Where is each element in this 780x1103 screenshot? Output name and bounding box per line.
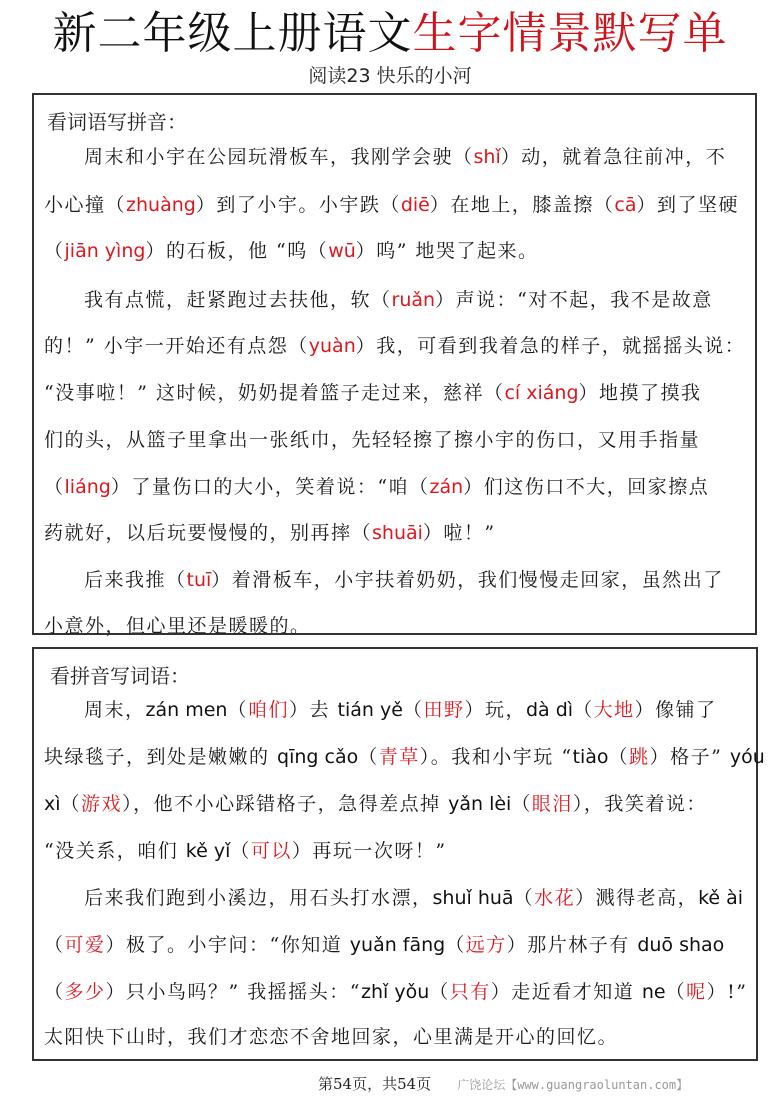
text-line: （可爱）极了。小宇问：“你知道 yuǎn fāng（远方）那片林子有 duō shao <box>44 934 725 956</box>
text-line: （多少）只小鸟吗？” 我摇摇头：“zhǐ yǒu（只有）走近看才知道 ne（呢）!” <box>44 981 748 1003</box>
text-line: 块绿毯子，到处是嫩嫩的 qīng cǎo（青草）。我和小宇玩 “tiào（跳）格子” yóu <box>44 746 765 768</box>
word-answer: 水花 <box>534 887 576 909</box>
pinyin-answer: liáng <box>64 476 111 498</box>
section-heading: 看词语写拼音： <box>47 110 187 134</box>
text-line: “没关系，咱们 kě yǐ（可以）再玩一次呀！” <box>44 840 447 862</box>
exercise-box-word-to-pinyin <box>32 93 757 635</box>
text-line: 周末和小宇在公园玩滑板车，我刚学会驶（shǐ）动，就着急往前冲，不 <box>84 146 727 168</box>
exercise-box-pinyin-to-word <box>32 647 765 1061</box>
word-answer: 可以 <box>250 840 292 862</box>
pinyin-answer: cí xiáng <box>504 382 579 404</box>
word-answer: 游戏 <box>81 793 123 815</box>
word-answer: 只有 <box>449 981 491 1003</box>
pinyin-answer: tuī <box>186 569 212 591</box>
text-line: “没事啦！” 这时候，奶奶提着篮子走过来，慈祥（cí xiáng）地摸了摸我 <box>44 382 702 404</box>
text-line: 药就好，以后玩要慢慢的，别再摔（shuāi）啦！” <box>44 522 496 544</box>
title-main: 新二年级上册语文 <box>52 8 413 59</box>
pinyin-answer: cā <box>614 194 637 216</box>
pinyin-answer: zán <box>429 476 464 498</box>
pinyin-answer: jiān yìng <box>64 240 146 262</box>
text-line: 小心撞（zhuàng）到了小宇。小宇跌（diē）在地上，膝盖擦（cā）到了坚硬 <box>44 194 739 216</box>
pinyin-answer: zhuàng <box>126 194 196 216</box>
section-heading: 看拼音写词语： <box>50 664 190 688</box>
text-line: 后来我推（tuī）着滑板车，小宇扶着奶奶，我们慢慢走回家，虽然出了 <box>84 569 724 591</box>
page-number: 第54页，共54页 <box>318 1075 432 1093</box>
pinyin-answer: wū <box>328 240 356 262</box>
pinyin-answer: shuāi <box>372 522 423 544</box>
word-answer: 眼泪 <box>531 793 573 815</box>
word-answer: 咱们 <box>247 699 289 721</box>
text-line: 们的头，从篮子里拿出一张纸巾，先轻轻擦了擦小宇的伤口，又用手指量 <box>44 429 701 451</box>
pinyin-answer: yuàn <box>308 335 356 357</box>
text-line: （liáng）了量伤口的大小，笑着说：“咱（zán）们这伤口不大，回家擦点 <box>44 476 710 498</box>
pinyin-answer: diē <box>400 194 430 216</box>
word-answer: 青草 <box>378 746 420 768</box>
lesson-subtitle: 阅读23 快乐的小河 <box>308 65 472 87</box>
site-watermark: 广饶论坛【www.guangraoluntan.com】 <box>457 1078 689 1092</box>
title-highlight: 生字情景默写单 <box>412 8 728 59</box>
word-answer: 大地 <box>593 699 635 721</box>
text-line: 小意外，但心里还是暖暖的。 <box>44 615 311 637</box>
text-line: 后来我们跑到小溪边，用石头打水漂，shuǐ huā（水花）溅得老高，kě ài <box>84 887 744 909</box>
pinyin-answer: shǐ <box>473 146 501 168</box>
pinyin-answer: ruǎn <box>391 289 436 311</box>
word-answer: 田野 <box>423 699 465 721</box>
text-line: 我有点慌，赶紧跑过去扶他，软（ruǎn）声说：“对不起，我不是故意 <box>84 289 713 311</box>
page-title <box>0 6 780 62</box>
text-line: 周末，zán men（咱们）去 tián yě（田野）玩，dà dì（大地）像铺了 <box>84 699 717 721</box>
page-footer <box>318 1073 688 1094</box>
word-answer: 远方 <box>465 934 507 956</box>
text-line: xì（游戏），他不小心踩错格子，急得差点掉 yǎn lèi（眼泪），我笑着说： <box>44 793 707 815</box>
word-answer: 跳 <box>629 746 650 768</box>
text-line: 的！” 小宇一开始还有点怨（yuàn）我，可看到我着急的样子，就摇摇头说： <box>44 335 746 357</box>
text-line: （jiān yìng）的石板，他 “呜（wū）呜” 地哭了起来。 <box>44 240 539 262</box>
word-answer: 呢 <box>686 981 707 1003</box>
word-answer: 可爱 <box>64 934 106 956</box>
word-answer: 多少 <box>64 981 106 1003</box>
text-line: 太阳快下山时，我们才恋恋不舍地回家，心里满是开心的回忆。 <box>44 1026 619 1048</box>
